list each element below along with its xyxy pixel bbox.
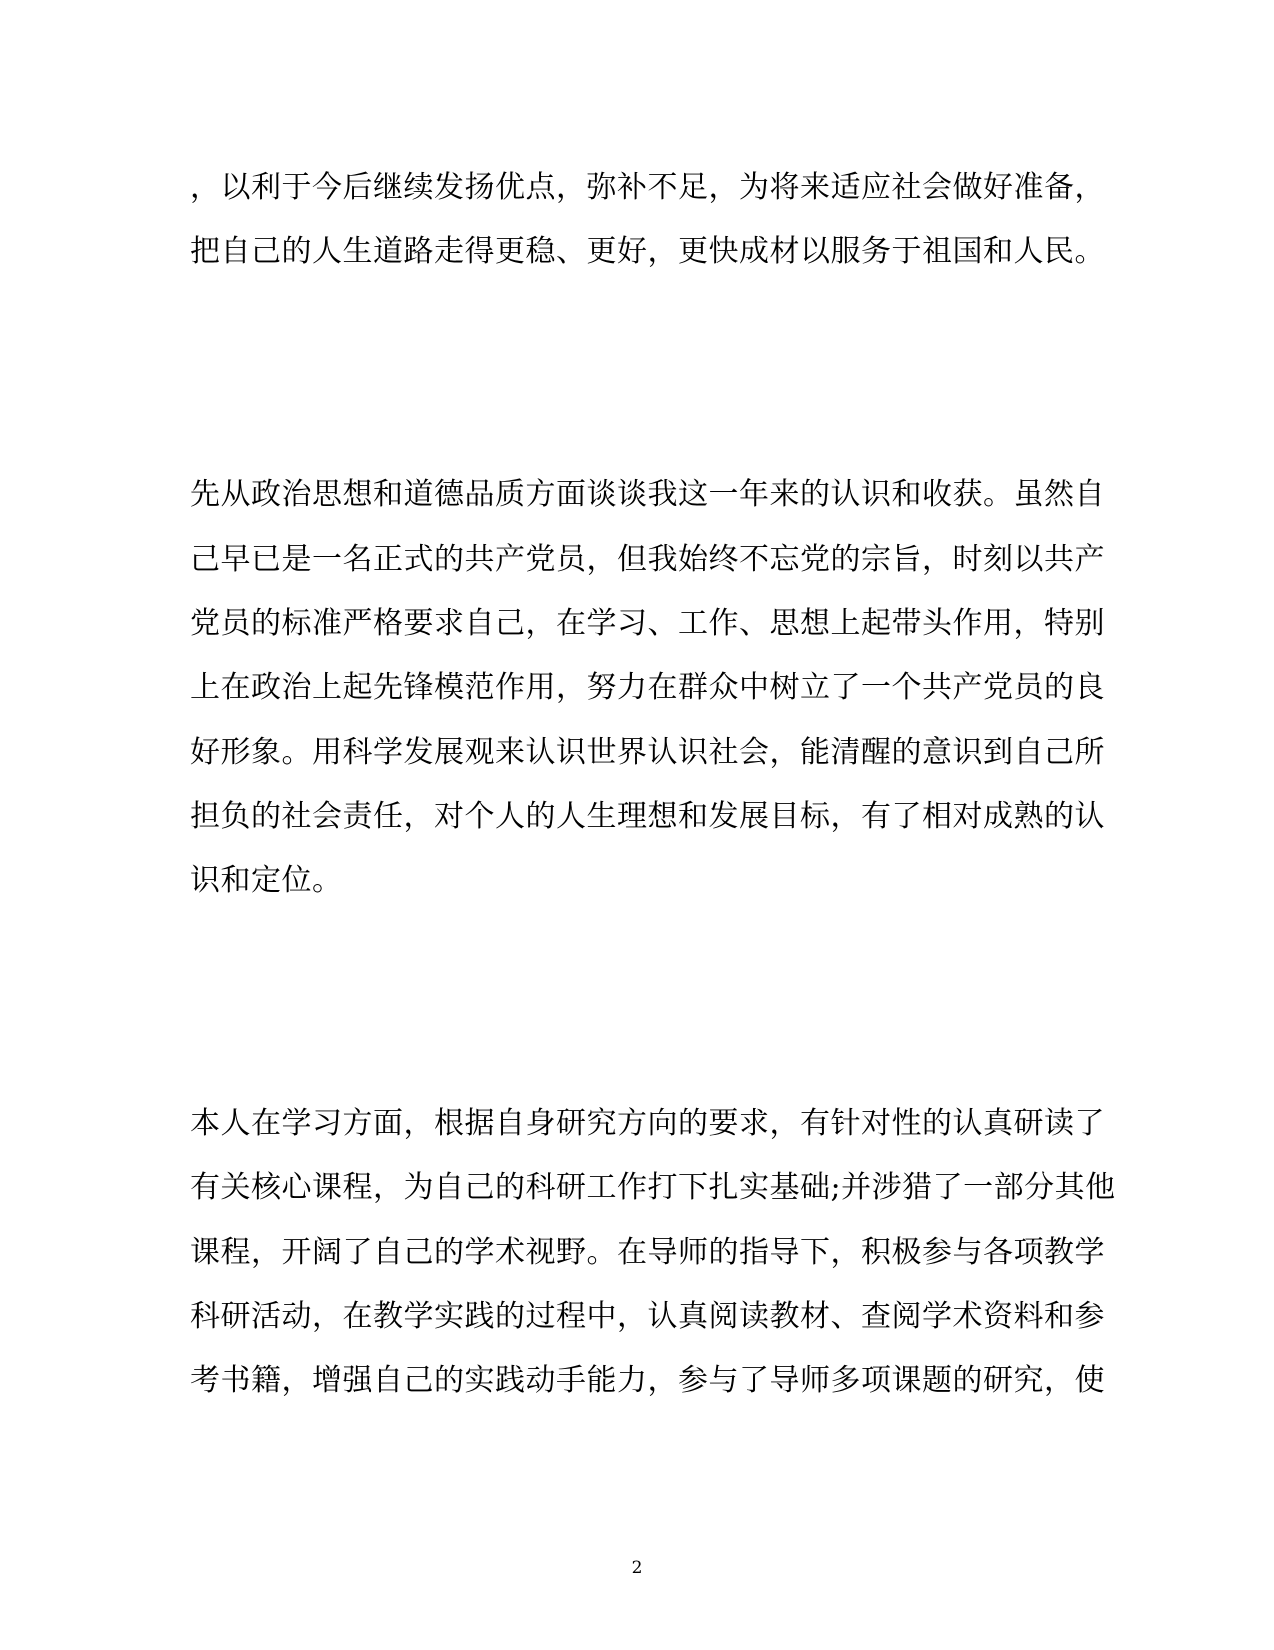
paragraph-3-line-5: 考书籍，增强自己的实践动手能力，参与了导师多项课题的研究，使 — [190, 1363, 1105, 1398]
paragraph-2-line-5: 好形象。用科学发展观来认识世界认识社会，能清醒的意识到自己所 — [190, 735, 1105, 770]
paragraph-3-line-3: 课程，开阔了自己的学术视野。在导师的指导下，积极参与各项教学 — [190, 1235, 1105, 1270]
paragraph-2-line-2: 己早已是一名正式的共产党员，但我始终不忘党的宗旨，时刻以共产 — [190, 542, 1105, 577]
paragraph-3-line-1: 本人在学习方面，根据自身研究方向的要求，有针对性的认真研读了 — [190, 1106, 1105, 1141]
page-number: 2 — [631, 1558, 643, 1578]
paragraph-1-line-1: ，以利于今后继续发扬优点，弥补不足，为将来适应社会做好准备， — [190, 170, 1105, 205]
paragraph-3-line-2: 有关核心课程，为自己的科研工作打下扎实基础;并涉猎了一部分其他 — [190, 1170, 1116, 1205]
paragraph-2-line-3: 党员的标准严格要求自己，在学习、工作、思想上起带头作用，特别 — [190, 606, 1105, 641]
paragraph-2-line-4: 上在政治上起先锋模范作用，努力在群众中树立了一个共产党员的良 — [190, 670, 1105, 705]
paragraph-3-line-4: 科研活动，在教学实践的过程中，认真阅读教材、查阅学术资料和参 — [190, 1299, 1105, 1334]
paragraph-2-line-1: 先从政治思想和道德品质方面谈谈我这一年来的认识和收获。虽然自 — [190, 477, 1105, 512]
paragraph-1-line-2: 把自己的人生道路走得更稳、更好，更快成材以服务于祖国和人民。 — [190, 234, 1105, 269]
paragraph-2-line-7: 识和定位。 — [190, 863, 343, 898]
paragraph-2-line-6: 担负的社会责任，对个人的人生理想和发展目标，有了相对成熟的认 — [190, 799, 1105, 834]
